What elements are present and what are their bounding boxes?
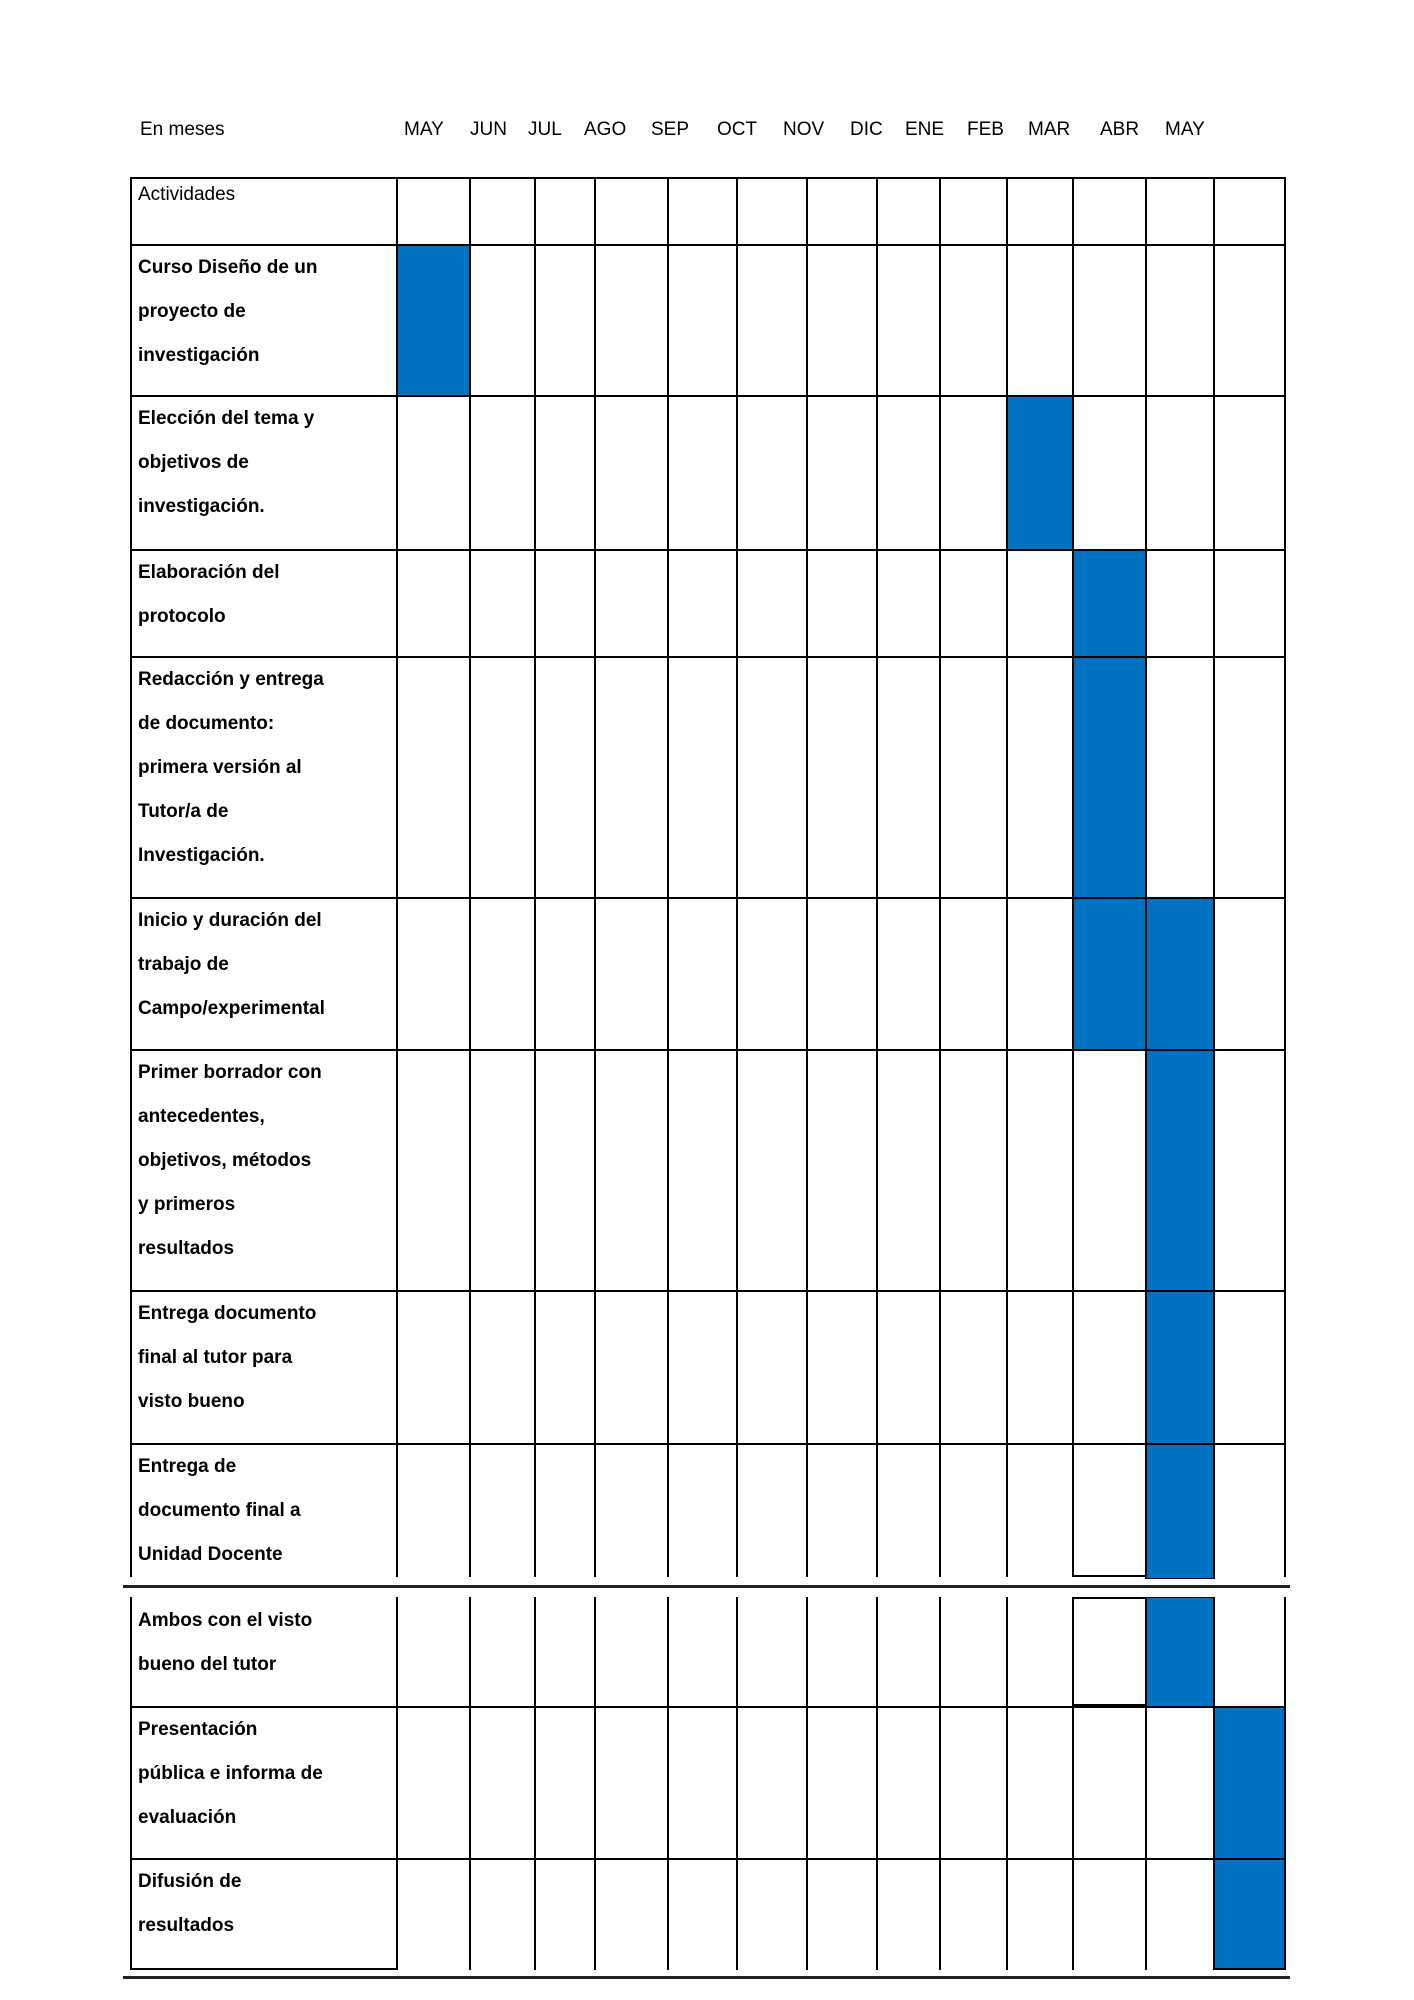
column-divider xyxy=(396,177,398,1577)
column-divider xyxy=(736,177,738,1577)
activity-label-line: Entrega documento xyxy=(138,1303,317,1324)
activity-label-line: de documento: xyxy=(138,713,275,734)
activity-label-line: evaluación xyxy=(138,1807,237,1828)
activity-label xyxy=(138,551,393,639)
activity-label-line: protocolo xyxy=(138,606,226,627)
activity-label-line: Entrega de xyxy=(138,1456,237,1477)
activity-label-line: pública e informa de xyxy=(138,1763,323,1784)
column-divider xyxy=(469,1597,471,1970)
empty-cell-box xyxy=(1072,1443,1147,1577)
month-label: AGO xyxy=(584,119,627,140)
page-separator-line xyxy=(123,1585,1290,1588)
gantt-bar xyxy=(1213,1706,1286,1860)
activity-label-line: Investigación. xyxy=(138,845,265,866)
month-label: MAY xyxy=(404,119,444,140)
activity-label-line: primera versión al xyxy=(138,757,302,778)
gantt-bar xyxy=(1145,1049,1215,1292)
column-divider xyxy=(806,177,808,1577)
month-label: NOV xyxy=(783,119,825,140)
activity-label-line: objetivos, métodos xyxy=(138,1150,312,1171)
column-divider xyxy=(594,1597,596,1970)
gantt-bar xyxy=(1072,549,1147,658)
month-label: JUL xyxy=(528,119,562,140)
column-divider xyxy=(396,1597,398,1970)
activity-label-line: proyecto de xyxy=(138,301,246,322)
row-divider xyxy=(1213,1968,1286,1970)
activity-label xyxy=(138,397,393,529)
column-divider xyxy=(534,1597,536,1970)
activity-label xyxy=(138,1860,393,1948)
activity-label xyxy=(138,658,393,878)
activity-label-line: visto bueno xyxy=(138,1391,245,1412)
column-divider xyxy=(130,177,132,1577)
column-divider xyxy=(939,1597,941,1970)
gantt-bar xyxy=(1145,1443,1215,1579)
gantt-bar xyxy=(1072,656,1147,899)
month-label: MAR xyxy=(1028,119,1071,140)
activity-label-line: Elección del tema y xyxy=(138,408,315,429)
activity-label-line: Ambos con el visto xyxy=(138,1610,313,1631)
activity-label-line: antecedentes, xyxy=(138,1106,265,1127)
column-divider xyxy=(1284,1597,1286,1970)
column-divider xyxy=(1006,1597,1008,1970)
column-divider xyxy=(1145,177,1147,1577)
activity-label-line: y primeros xyxy=(138,1194,236,1215)
gantt-bar xyxy=(1145,1597,1215,1708)
activity-label xyxy=(138,1292,393,1424)
gantt-bar xyxy=(1145,897,1215,1051)
activity-label-line: Elaboración del xyxy=(138,562,280,583)
row-divider xyxy=(130,1968,398,1970)
column-divider xyxy=(736,1597,738,1970)
month-label: ABR xyxy=(1100,119,1140,140)
column-divider xyxy=(1213,177,1215,1577)
column-divider xyxy=(806,1597,808,1970)
activity-label xyxy=(138,1445,393,1577)
activity-label-line: Tutor/a de xyxy=(138,801,229,822)
column-divider xyxy=(876,1597,878,1970)
activity-label-line: Redacción y entrega xyxy=(138,669,324,690)
gantt-bar xyxy=(396,244,471,397)
row-divider xyxy=(130,177,1286,179)
activity-label-line: resultados xyxy=(138,1238,235,1259)
column-divider xyxy=(1072,177,1074,1577)
activity-label-line: Unidad Docente xyxy=(138,1544,283,1565)
month-label: OCT xyxy=(717,119,758,140)
column-divider xyxy=(939,177,941,1577)
month-label: DIC xyxy=(850,119,883,140)
gantt-bar xyxy=(1145,1290,1215,1445)
column-divider xyxy=(1145,1597,1147,1970)
activity-label-line: bueno del tutor xyxy=(138,1654,277,1675)
column-divider xyxy=(1072,1597,1074,1970)
activity-label-line: Presentación xyxy=(138,1719,258,1740)
months-axis-label: En meses xyxy=(140,119,225,140)
activity-label xyxy=(138,1708,393,1840)
activities-header: Actividades xyxy=(138,184,236,205)
activity-label-line: Primer borrador con xyxy=(138,1062,322,1083)
column-divider xyxy=(594,177,596,1577)
gantt-bar xyxy=(1213,1858,1286,1970)
column-divider xyxy=(1006,177,1008,1577)
month-label: ENE xyxy=(905,119,945,140)
activity-label-line: documento final a xyxy=(138,1500,301,1521)
activity-label-line: Inicio y duración del xyxy=(138,910,322,931)
column-divider xyxy=(469,177,471,1577)
activity-label-line: resultados xyxy=(138,1915,235,1936)
month-label: SEP xyxy=(651,119,690,140)
month-label: FEB xyxy=(967,119,1004,140)
activity-label-line: Difusión de xyxy=(138,1871,242,1892)
activity-label xyxy=(138,899,393,1031)
activity-label xyxy=(138,1599,393,1687)
activity-label-line: investigación. xyxy=(138,496,265,517)
column-divider xyxy=(1213,1597,1215,1970)
gantt-bar xyxy=(1072,897,1147,1051)
empty-cell-box xyxy=(1072,1597,1147,1706)
column-divider xyxy=(667,177,669,1577)
page-separator-line xyxy=(123,1976,1290,1979)
column-divider xyxy=(667,1597,669,1970)
column-divider xyxy=(130,1597,132,1970)
activity-label-line: final al tutor para xyxy=(138,1347,293,1368)
column-divider xyxy=(1284,177,1286,1577)
month-label: JUN xyxy=(470,119,507,140)
activity-label xyxy=(138,1051,393,1271)
activity-label-line: trabajo de xyxy=(138,954,229,975)
activity-label-line: Campo/experimental xyxy=(138,998,325,1019)
month-label: MAY xyxy=(1165,119,1205,140)
activity-label-line: investigación xyxy=(138,345,260,366)
gantt-bar xyxy=(1006,395,1074,551)
activity-label xyxy=(138,246,393,378)
activity-label-line: Curso Diseño de un xyxy=(138,257,318,278)
column-divider xyxy=(534,177,536,1577)
activity-label-line: objetivos de xyxy=(138,452,249,473)
column-divider xyxy=(876,177,878,1577)
